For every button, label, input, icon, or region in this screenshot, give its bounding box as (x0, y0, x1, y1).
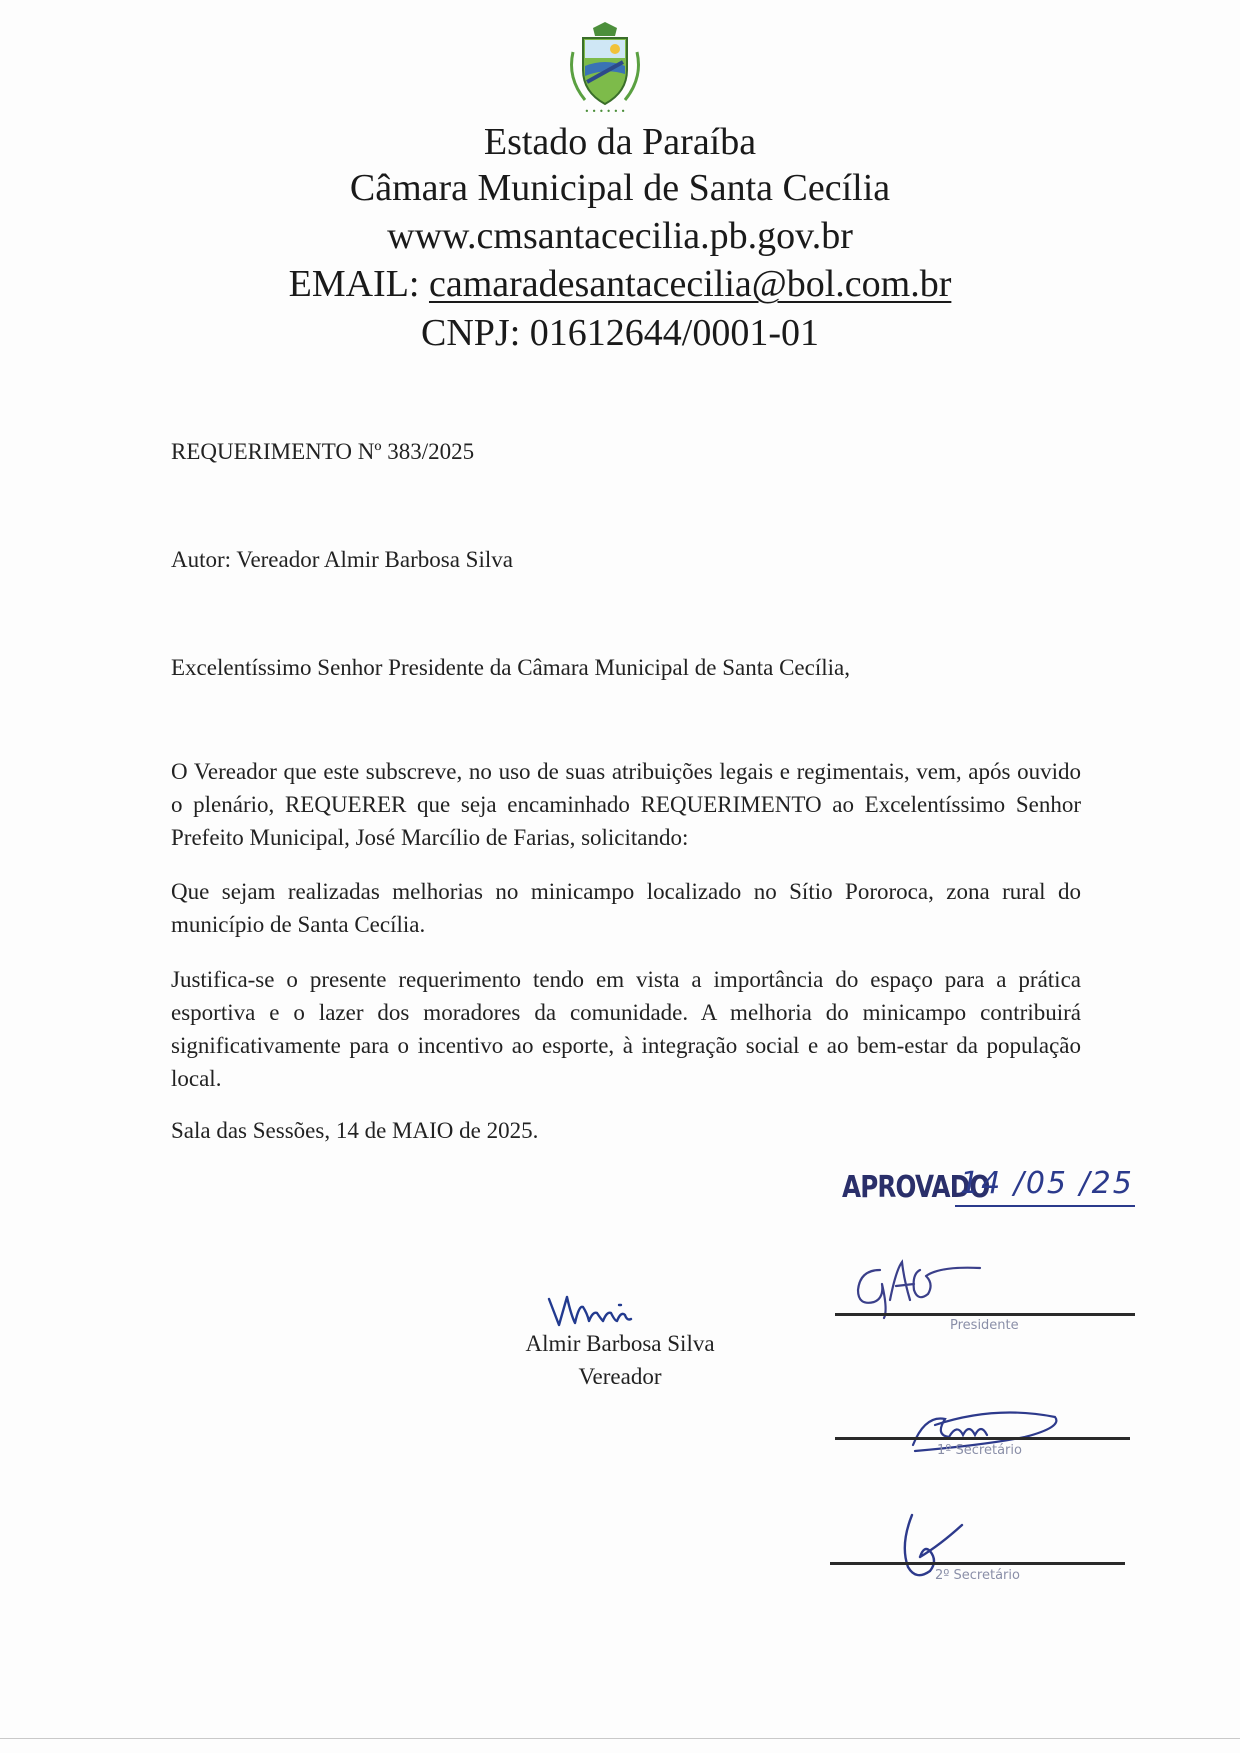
closing-date-line: Sala das Sessões, 14 de MAIO de 2025. (171, 1118, 539, 1143)
approval-date-underline (955, 1205, 1135, 1207)
svg-text:• • • • • •: • • • • • • (584, 107, 626, 116)
header-chamber: Câmara Municipal de Santa Cecília (349, 167, 891, 209)
president-caption: Presidente (950, 1318, 1019, 1333)
president-signature-line (835, 1313, 1135, 1316)
second-secretary-caption: 2º Secretário (935, 1568, 1020, 1583)
header-email-line (0, 262, 1240, 306)
email-link[interactable]: camaradesantacecilia@bol.com.br (428, 263, 952, 305)
request-number: REQUERIMENTO Nº 383/2025 (171, 439, 475, 464)
header-website[interactable]: www.cmsantacecilia.pb.gov.br (387, 215, 853, 257)
approval-date: 14 /05 /25 (960, 1166, 1134, 1201)
page-bottom-rule (0, 1738, 1240, 1739)
first-secretary-signature-line (835, 1437, 1130, 1440)
email-label: EMAIL: (288, 263, 420, 305)
first-secretary-caption: 1º Secretário (937, 1443, 1022, 1458)
second-secretary-signature-line (830, 1562, 1125, 1565)
author-line: Autor: Vereador Almir Barbosa Silva (171, 547, 513, 572)
header-cnpj: CNPJ: 01612644/0001-01 (421, 312, 819, 354)
paragraph-justification: Justifica-se o presente requerimento tendo em vista a importância do espaço para a prática esportiva e o lazer dos moradores da comunidade. A melhoria do minicampo contribuirá significativamente para o incentivo ao esporte, à integração social e ao bem-estar da população local. (171, 967, 1081, 1091)
coat-of-arms-icon (555, 18, 655, 118)
header-state: Estado da Paraíba (483, 121, 757, 163)
salutation: Excelentíssimo Senhor Presidente da Câmara Municipal de Santa Cecília, (171, 655, 850, 680)
signer-name: Almir Barbosa Silva (525, 1331, 715, 1356)
paragraph-request: O Vereador que este subscreve, no uso de suas atribuições legais e regimentais, vem, após ouvido o plenário, REQUERER que seja encaminhado REQUERIMENTO ao Excelentíssimo Senhor Prefeito Municipal, José Marcílio de Farias, solicitando: (171, 759, 1081, 850)
approval-stamp: APROVADO (842, 1170, 990, 1205)
paragraph-subject: Que sejam realizadas melhorias no minicampo localizado no Sítio Pororoca, zona rural do município de Santa Cecília. (171, 879, 1081, 937)
president-signature (840, 1240, 990, 1330)
signer-role: Vereador (578, 1364, 662, 1389)
